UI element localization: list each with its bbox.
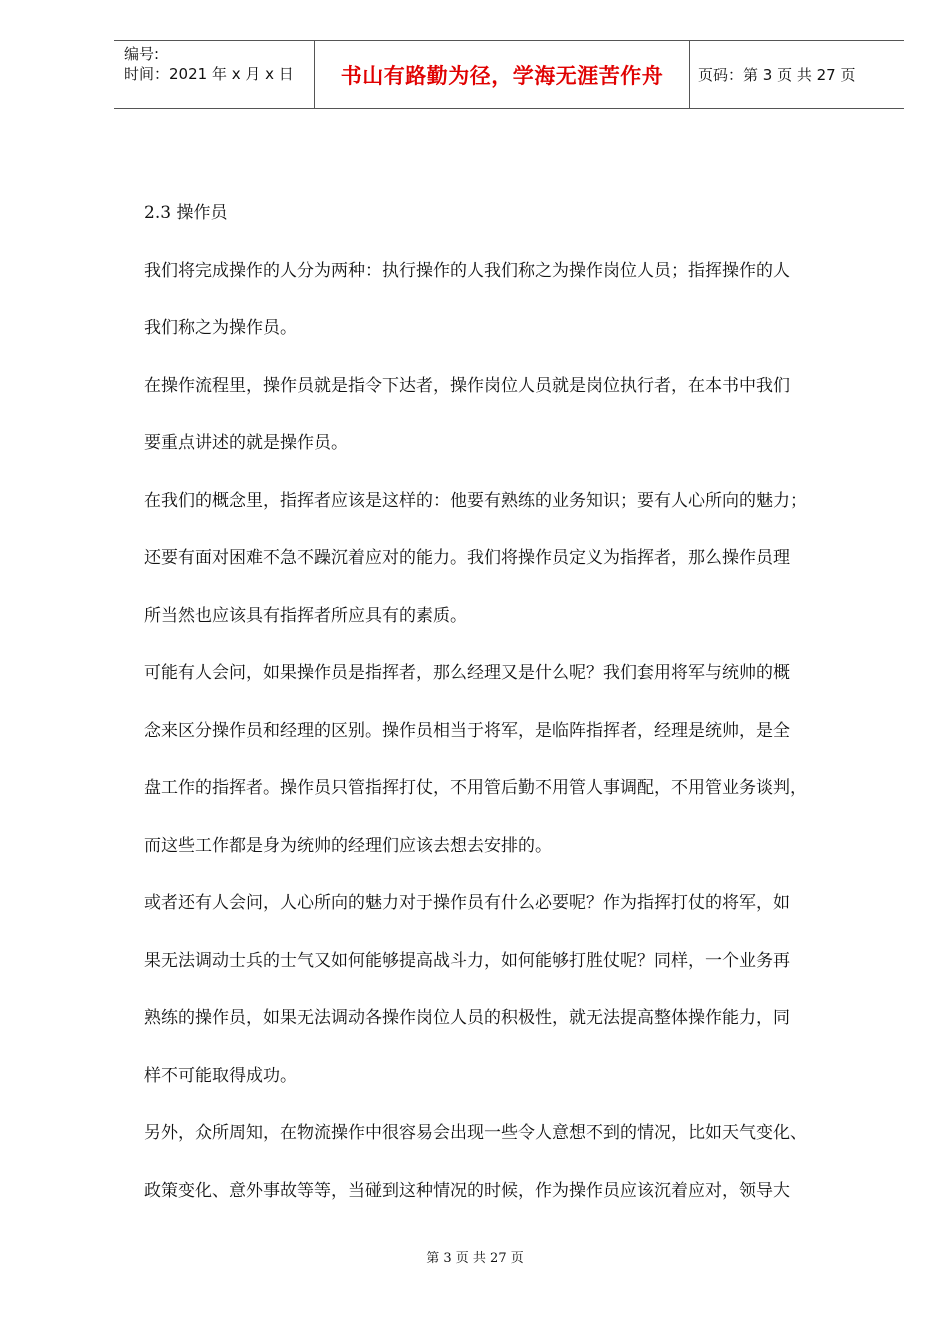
page-header: [114, 40, 904, 109]
body-line: 熟练的操作员，如果无法调动各操作岗位人员的积极性，就无法提高整体操作能力，同: [144, 1008, 790, 1028]
body-line: 我们称之为操作员。: [144, 318, 297, 338]
document-time-label: 时间：2021 年 x 月 x 日: [124, 65, 294, 83]
section-heading: 2.3 操作员: [144, 203, 228, 223]
body-line: 样不可能取得成功。: [144, 1065, 297, 1086]
body-line: 政策变化、意外事故等等，当碰到这种情况的时候，作为操作员应该沉着应对，领导大: [144, 1180, 790, 1201]
body-line: 在操作流程里，操作员就是指令下达者，操作岗位人员就是岗位执行者，在本书中我们: [144, 375, 790, 396]
body-line: 而这些工作都是身为统帅的经理们应该去想去安排的。: [144, 835, 552, 856]
body-line: 我们将完成操作的人分为两种：执行操作的人我们称之为操作岗位人员；指挥操作的人: [144, 260, 790, 281]
document-body: [144, 185, 884, 1220]
body-line: 可能有人会问，如果操作员是指挥者，那么经理又是什么呢？我们套用将军与统帅的概: [144, 663, 790, 683]
body-line: 果无法调动士兵的士气又如何能够提高战斗力，如何能够打胜仗呢？同样，一个业务再: [144, 950, 790, 971]
header-motto: 书山有路勤为径，学海无涯苦作舟: [315, 41, 690, 108]
document-number-label: 编号:: [124, 45, 160, 63]
body-line: 盘工作的指挥者。操作员只管指挥打仗，不用管后勤不用管人事调配，不用管业务谈判，: [144, 778, 807, 798]
header-meta: [114, 41, 315, 108]
body-line: 要重点讲述的就是操作员。: [144, 433, 348, 453]
body-line: 还要有面对困难不急不躁沉着应对的能力。我们将操作员定义为指挥者，那么操作员理: [144, 548, 790, 568]
header-page-info: 页码：第 3 页 共 27 页: [698, 66, 856, 84]
body-line: 在我们的概念里，指挥者应该是这样的：他要有熟练的业务知识；要有人心所向的魅力；: [144, 490, 807, 511]
page-footer: 第 3 页 共 27 页: [426, 1251, 524, 1266]
body-line: 或者还有人会问，人心所向的魅力对于操作员有什么必要呢？作为指挥打仗的将军，如: [144, 893, 790, 913]
body-line: 另外，众所周知，在物流操作中很容易会出现一些令人意想不到的情况，比如天气变化、: [144, 1123, 807, 1143]
body-line: 念来区分操作员和经理的区别。操作员相当于将军，是临阵指挥者，经理是统帅，是全: [144, 720, 790, 741]
body-line: 所当然也应该具有指挥者所应具有的素质。: [144, 605, 467, 626]
